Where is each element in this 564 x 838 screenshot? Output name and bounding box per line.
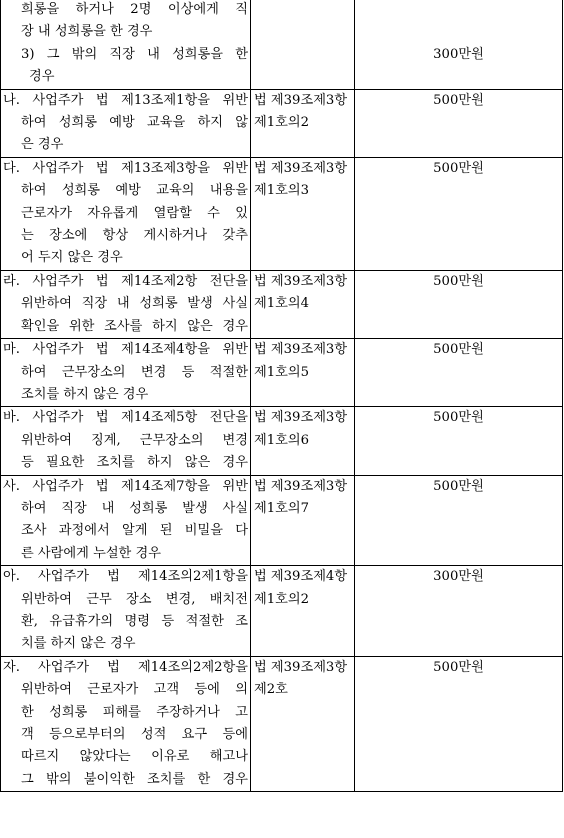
basis-line: 제1호의7 xyxy=(254,500,309,516)
basis-line: 법 제39조제4항 xyxy=(254,569,348,585)
basis-line: 제1호의4 xyxy=(254,296,309,312)
violation-line: 라. 사업주가 법 제14조제2항 전단을 xyxy=(3,273,248,289)
basis-line: 제1호의5 xyxy=(254,364,309,380)
violation-line: 등 필요한 조치를 하지 않은 경우 xyxy=(21,455,248,471)
fine-cell xyxy=(355,89,563,157)
fine-cell xyxy=(355,475,563,566)
violation-cell xyxy=(1,566,251,657)
violation-line: 나. 사업주가 법 제13조제1항을 위반 xyxy=(3,92,248,108)
basis-line: 법 제39조제3항 xyxy=(254,92,348,108)
basis-line: 제1호의3 xyxy=(254,183,309,199)
violation-cell xyxy=(1,0,251,89)
violation-line: 3) 그 밖의 직장 내 성희롱을 한 xyxy=(21,46,248,62)
basis-cell xyxy=(251,407,355,475)
basis-cell xyxy=(251,89,355,157)
violation-line: 따르지 않았다는 이유로 해고나 xyxy=(21,749,248,765)
basis-line: 법 제39조제3항 xyxy=(254,160,348,176)
basis-cell xyxy=(251,157,355,270)
violation-line: 조사 과정에서 알게 된 비밀을 다 xyxy=(21,523,248,539)
violation-line: 어 두지 않은 경우 xyxy=(21,250,123,266)
violation-line: 바. 사업주가 법 제14조제5항 전단을 xyxy=(3,410,248,426)
fine-amount: 300만원 xyxy=(433,46,484,62)
violation-line: 경우 xyxy=(29,69,55,85)
fine-cell xyxy=(355,0,563,89)
table-row xyxy=(1,566,563,657)
violation-line: 사. 사업주가 법 제14조제7항을 위반 xyxy=(3,478,248,494)
violation-line: 자. 사업주가 법 제14조의2제2항을 xyxy=(3,659,248,675)
basis-cell xyxy=(251,475,355,566)
violation-line: 위반하여 근무 장소 변경, 배치전 xyxy=(21,591,248,607)
fine-cell xyxy=(355,566,563,657)
violation-cell xyxy=(1,270,251,338)
violation-line: 하여 근무장소의 변경 등 적절한 xyxy=(21,364,248,380)
basis-cell xyxy=(251,566,355,657)
violation-cell xyxy=(1,89,251,157)
table-row xyxy=(1,270,563,338)
violation-cell xyxy=(1,407,251,475)
basis-line: 제1호의6 xyxy=(254,432,309,448)
table-row xyxy=(1,339,563,407)
table-row xyxy=(1,157,563,270)
violation-line: 한 성희롱 피해를 주장하거나 고 xyxy=(21,704,248,720)
violation-line: 위반하여 근로자가 고객 등에 의 xyxy=(21,682,248,698)
basis-cell xyxy=(251,0,355,89)
basis-line: 법 제39조제3항 xyxy=(254,342,348,358)
fine-cell xyxy=(355,407,563,475)
violation-cell xyxy=(1,656,251,791)
fine-amount: 500만원 xyxy=(433,92,484,108)
table-row xyxy=(1,89,563,157)
violation-line: 희롱을 하거나 2명 이상에게 직 xyxy=(21,2,248,17)
violation-cell xyxy=(1,157,251,270)
fine-amount: 300만원 xyxy=(433,569,484,585)
fine-amount: 500만원 xyxy=(433,478,484,494)
fine-cell xyxy=(355,656,563,791)
violation-line: 객 등으로부터의 성적 요구 등에 xyxy=(21,727,248,742)
violation-line: 확인을 위한 조사를 하지 않은 경우 xyxy=(21,318,248,334)
violation-cell xyxy=(1,339,251,407)
basis-line: 제1호의2 xyxy=(254,115,309,131)
fine-amount: 500만원 xyxy=(433,160,484,176)
violation-line: 그 밖의 불이익한 조치를 한 경우 xyxy=(21,771,248,787)
basis-line: 법 제39조제3항 xyxy=(254,410,348,426)
basis-line: 법 제39조제3항 xyxy=(254,273,348,289)
fine-amount: 500만원 xyxy=(433,342,484,358)
violation-line: 위반하여 직장 내 성희롱 발생 사실 xyxy=(21,296,248,312)
basis-cell xyxy=(251,270,355,338)
violation-line: 근로자가 자유롭게 열람할 수 있 xyxy=(21,205,248,221)
table-row xyxy=(1,656,563,791)
violation-line: 른 사람에게 누설한 경우 xyxy=(21,545,161,561)
violation-cell xyxy=(1,475,251,566)
basis-line: 법 제39조제3항 xyxy=(254,659,348,675)
violation-line: 은 경우 xyxy=(21,137,64,153)
basis-line: 법 제39조제3항 xyxy=(254,478,348,494)
fine-cell xyxy=(355,339,563,407)
violation-line: 는 장소에 항상 게시하거나 갖추 xyxy=(21,228,248,244)
violation-line: 환, 유급휴가의 명령 등 적절한 조 xyxy=(21,613,248,629)
fine-amount: 500만원 xyxy=(433,410,484,426)
fine-cell xyxy=(355,270,563,338)
fine-amount: 500만원 xyxy=(433,659,484,675)
violation-line: 다. 사업주가 법 제13조제3항을 위반 xyxy=(3,160,248,176)
violation-line: 조치를 하지 않은 경우 xyxy=(21,386,149,402)
basis-line: 제1호의2 xyxy=(254,591,309,607)
table-row xyxy=(1,407,563,475)
violation-line: 위반하여 징계, 근무장소의 변경 xyxy=(21,432,248,448)
basis-cell xyxy=(251,339,355,407)
basis-cell xyxy=(251,656,355,791)
violation-line: 하여 직장 내 성희롱 발생 사실 xyxy=(21,500,248,516)
violation-line: 아. 사업주가 법 제14조의2제1항을 xyxy=(3,569,248,585)
violation-line: 하여 성희롱 예방 교육을 하지 않 xyxy=(21,115,248,131)
violation-line: 마. 사업주가 법 제14조제4항을 위반 xyxy=(3,342,248,358)
fine-cell xyxy=(355,157,563,270)
table-row xyxy=(1,475,563,566)
violation-line: 장 내 성희롱을 한 경우 xyxy=(21,24,153,40)
fine-amount: 500만원 xyxy=(433,273,484,289)
violation-line: 하여 성희롱 예방 교육의 내용을 xyxy=(21,183,248,199)
table-row xyxy=(1,0,563,89)
violation-line: 치를 하지 않은 경우 xyxy=(21,636,136,652)
basis-line: 제2호 xyxy=(254,682,288,698)
